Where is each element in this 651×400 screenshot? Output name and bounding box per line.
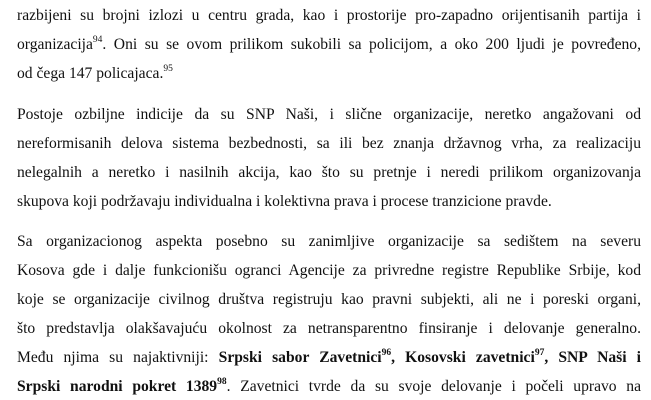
text-segment: organizacija [17,36,93,53]
text-segment: što predstavlja olakšavajuću okolnost za netransparentno finsiranje i delovanje generalno. [17,320,641,337]
paragraph-3-line-5 [17,346,641,370]
paragraph-3-line-2 [17,259,641,283]
paragraph-1-line-1 [17,4,641,28]
text-segment: razbijeni su brojni izlozi u centru grada, kao i prostorije pro-zapadno orijentisanih partija i [17,7,641,24]
footnote-ref-96[interactable]: 96 [381,347,392,358]
paragraph-3-line-3 [17,288,641,312]
text-segment: nereformisanih delova sistema bezbednosti, sa ili bez znanja državnog vrha, za realizaciju [17,135,641,152]
paragraph-2-line-2 [17,132,641,156]
org-name-srpski-narodni-pokret-1389: Srpski narodni pokret 1389 [17,378,218,395]
org-name-snp-nasi: , SNP Naši i [544,349,641,366]
footnote-ref-98[interactable]: 98 [217,376,227,387]
paragraph-2-line-4 [17,190,641,214]
paragraph-3-line-1 [17,230,641,254]
footnote-ref-95[interactable]: 95 [163,63,173,74]
text-segment: . Oni su se ovom prilikom sukobili sa policijom, a oko 200 ljudi je povređeno, [102,36,641,53]
text-segment: od čega 147 policajaca. [17,65,164,82]
text-segment: Među njima su najaktivniji: [17,349,219,366]
text-segment: Kosova gde i dalje funkcionišu ogranci Agencije za privredne registre Republike Srbije, kod [17,262,641,279]
paragraph-1-line-2 [17,33,641,57]
paragraph-1-line-3 [17,62,641,86]
text-segment: koje se organizacije civilnog društva registruju kao pravni subjekti, ali ne i poreski organi, [17,291,641,308]
paragraph-3-line-6 [17,375,641,399]
paragraph-3-line-4 [17,317,641,341]
text-segment: Postoje ozbiljne indicije da su SNP Naši, i slične organizacije, neretko angažovani od [17,106,641,123]
paragraph-2-line-1 [17,103,641,127]
paragraph-2-line-3 [17,161,641,185]
org-name-kosovski-zavetnici: , Kosovski zavetnici [391,349,535,366]
text-segment: Sa organizacionog aspekta posebno su zanimljive organizacije sa sedištem na severu [17,233,641,250]
text-segment: nelegalnih a neretko i nasilnih akcija, kao što su pretnje i neredi prilikom organizovanja [17,164,641,181]
text-segment: . Zavetnici tvrde da su svoje delovanje i počeli upravo na [226,378,641,395]
text-segment: skupova koji podržavaju individualna i kolektivna prava i procese tranzicione pravde. [17,193,552,210]
org-name-srpski-sabor-zavetnici: Srpski sabor Zavetnici [218,349,382,366]
footnote-ref-97[interactable]: 97 [534,347,545,358]
footnote-ref-94[interactable]: 94 [92,34,103,45]
